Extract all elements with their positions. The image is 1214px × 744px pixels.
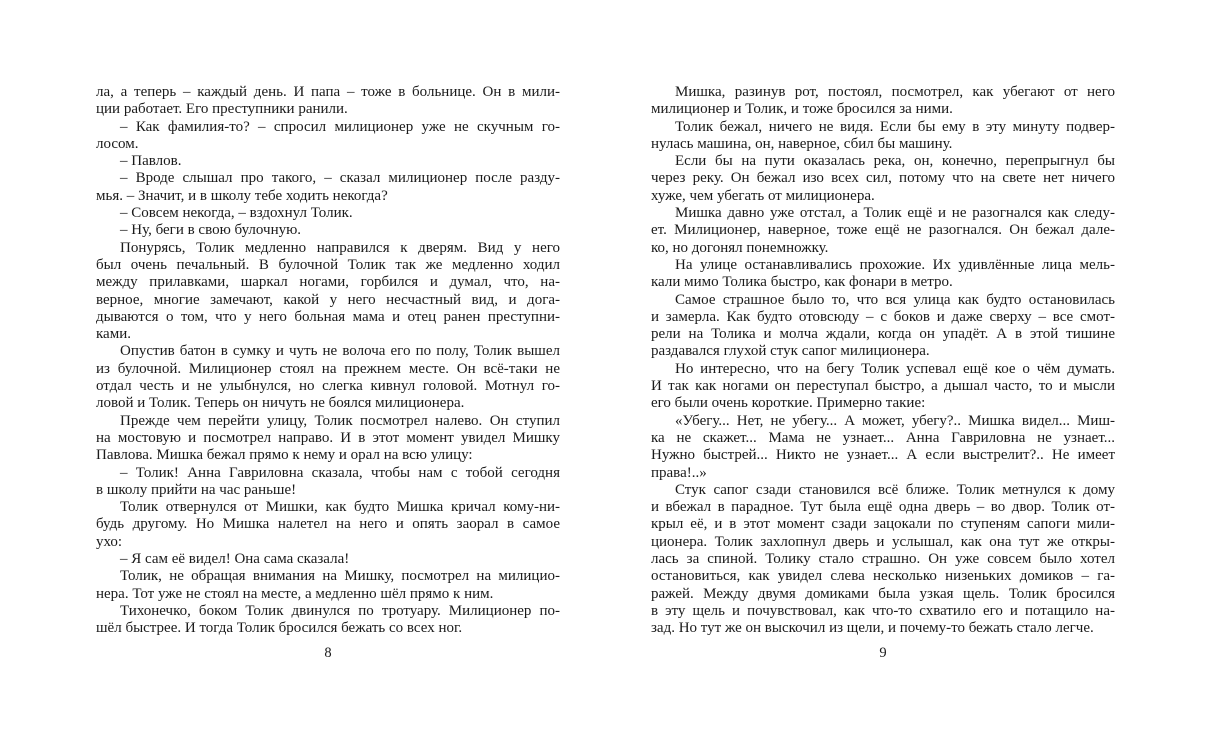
page-number-left: 8	[324, 645, 332, 661]
text-line: Понурясь, Толик медленно направился к дверям. Вид у него	[120, 239, 560, 256]
text-line: Стук сапог сзади становился всё ближе. Толик метнулся к дому	[675, 481, 1115, 498]
text-line: И так как ногами он переступал быстро, а дышал часто, то и мысли	[651, 378, 1115, 395]
text-line: верное, многие замечают, какой у него несчастный вид, и дога-	[96, 291, 560, 308]
text-line: его были очень короткие. Примерно такие:	[651, 395, 926, 412]
text-line: ражей. Между двумя домиками была узкая щель. Толик бросился	[651, 585, 1115, 602]
text-line: – Я сам её видел! Она сама сказала!	[120, 551, 350, 568]
paragraph	[96, 119, 560, 154]
text-line: лосом.	[96, 135, 139, 152]
text-line: Толик отвернулся от Мишки, как будто Мишка кричал кому-ни-	[120, 499, 560, 516]
text-line: отдал честь и не улыбнулся, но слегка кивнул головой. Мотнул го-	[96, 378, 560, 395]
text-line: на мостовую и посмотрел направо. И в этот момент увидел Мишку	[96, 429, 560, 446]
paragraph	[96, 84, 560, 119]
text-line: «Убегу... Нет, не убегу... А может, убегу?.. Мишка видел... Миш-	[675, 412, 1115, 429]
text-line: ла, а теперь – каждый день. И папа – тоже в больнице. Он в мили-	[96, 84, 560, 100]
text-line: ции работает. Его преступники ранили.	[96, 101, 348, 118]
paragraph	[96, 603, 560, 638]
text-line: остановиться, как увидел слева несколько низеньких домиков – га-	[651, 568, 1115, 585]
text-line: нера. Тот уже не стоял на месте, а медленно шёл прямо к ним.	[96, 585, 494, 602]
text-line: Если бы на пути оказалась река, он, конечно, перепрыгнул бы	[675, 153, 1115, 170]
paragraph	[651, 292, 1115, 361]
paragraph	[651, 205, 1115, 257]
text-line: – Вроде слышал про такого, – сказал милиционер после разду-	[120, 170, 560, 187]
text-line: ловой и Толик. Теперь он ничуть не боялся милиционера.	[96, 395, 465, 412]
text-line: нулась машина, он, наверное, сбил бы машину.	[651, 135, 953, 152]
text-line: Толик, не обращая внимания на Мишку, посмотрел на милицио-	[120, 568, 560, 585]
paragraph	[96, 343, 560, 412]
text-line: рели на Толика и молча ждали, когда он упадёт. А в этой тишине	[651, 326, 1115, 343]
page-number-right: 9	[879, 645, 887, 661]
paragraph	[96, 170, 560, 205]
text-line: дываются о том, что у него больная мама и отец ранен преступни-	[96, 308, 560, 325]
text-line: из булочной. Милиционер стоял на прежнем месте. Он всё-таки не	[96, 360, 560, 377]
paragraph	[96, 499, 560, 551]
paragraph	[96, 153, 560, 170]
paragraph	[96, 551, 560, 568]
text-line: и замерла. Как будто отовсюду – с боков и даже сверху – все смот-	[651, 308, 1115, 325]
paragraph	[651, 361, 1115, 413]
text-line: – Совсем некогда, – вздохнул Толик.	[120, 205, 353, 222]
text-line: ционера. Толик захлопнул дверь и услышал, как она тут же откры-	[651, 533, 1115, 550]
paragraph	[96, 568, 560, 603]
text-line: права!..»	[651, 464, 707, 481]
text-line: – Толик! Анна Гавриловна сказала, чтобы нам с тобой сегодня	[120, 464, 560, 481]
text-line: Мишка, разинув рот, постоял, посмотрел, как убегают от него	[675, 84, 1115, 100]
text-line: будь другому. Но Мишка налетел на него и опять заорал в самое	[96, 516, 560, 533]
paragraph	[651, 153, 1115, 205]
text-line: лась за спиной. Толику стало страшно. Он уже совсем было хотел	[651, 551, 1115, 568]
paragraph	[651, 119, 1115, 154]
paragraph	[96, 205, 560, 222]
text-line: между прилавками, шаркал ногами, горбился и думал, что, на-	[96, 274, 560, 291]
text-line: ухо:	[96, 533, 123, 550]
text-line: Мишка давно уже отстал, а Толик ещё и не разогнался как следу-	[675, 205, 1115, 222]
text-line: крыл её, и в этот момент сзади зацокали по ступеням сапоги мили-	[651, 516, 1115, 533]
text-line: – Павлов.	[120, 153, 182, 170]
text-line: ками.	[96, 326, 131, 343]
text-line: Тихонечко, боком Толик двинулся по тротуару. Милиционер по-	[120, 602, 560, 619]
text-line: ко, но догонял понемножку.	[651, 239, 829, 256]
paragraph	[651, 84, 1115, 119]
text-line: Толик бежал, ничего не видя. Если бы ему в эту минуту подвер-	[675, 118, 1115, 135]
paragraph	[96, 240, 560, 344]
text-line: был очень печальный. В булочной Толик так же медленно ходил	[96, 256, 560, 273]
text-line: и вбежал в парадное. Тут была ещё одна дверь – во двор. Толик от-	[651, 499, 1115, 516]
paragraph	[651, 482, 1115, 638]
text-line: Павлова. Мишка бежал прямо к нему и орал на всю улицу:	[96, 447, 473, 464]
text-line: ет. Милиционер, наверное, тоже ещё не разогнался. Он бежал дале-	[651, 222, 1115, 239]
text-line: милиционер и Толик, и тоже бросился за ними.	[651, 101, 953, 118]
text-line: – Ну, беги в свою булочную.	[120, 222, 302, 239]
text-line: Но интересно, что на бегу Толик успевал ещё кое о чём думать.	[675, 360, 1115, 377]
text-line: зад. Но тут же он выскочил из щели, и почему-то бежать стало легче.	[651, 620, 1094, 637]
book-page-left-text	[96, 84, 560, 638]
text-line: Нужно быстрей... Никто не узнает... А если выстрелит?.. Не имеет	[651, 447, 1115, 464]
paragraph	[651, 413, 1115, 482]
text-line: Опустив батон в сумку и чуть не волоча его по полу, Толик вышел	[120, 343, 560, 360]
paragraph	[96, 465, 560, 500]
text-line: – Как фамилия-то? – спросил милиционер уже не скучным го-	[120, 118, 560, 135]
text-line: в эту щель и почувствовал, как что-то схватило его и потащило на-	[651, 602, 1115, 619]
text-line: хуже, чем убегать от милиционера.	[651, 187, 875, 204]
text-line: Самое страшное было то, что вся улица как будто остановилась	[675, 291, 1115, 308]
text-line: кали мимо Толика быстро, как фонари в метро.	[651, 274, 953, 291]
book-page-right-text	[651, 84, 1115, 638]
text-line: в школу прийти на час раньше!	[96, 481, 297, 498]
text-line: через реку. Он бежал изо всех сил, потому что на свете нет ничего	[651, 170, 1115, 187]
paragraph	[96, 413, 560, 465]
paragraph	[96, 222, 560, 239]
text-line: раздавался глухой стук сапог милиционера.	[651, 343, 930, 360]
text-line: мья. – Значит, и в школу тебе ходить некогда?	[96, 187, 388, 204]
text-line: ка не скажет... Мама не узнает... Анна Гавриловна не узнает...	[651, 429, 1115, 446]
text-line: На улице останавливались прохожие. Их удивлённые лица мель-	[675, 256, 1115, 273]
text-line: шёл быстрее. И тогда Толик бросился бежать со всех ног.	[96, 620, 463, 637]
paragraph	[651, 257, 1115, 292]
text-line: Прежде чем перейти улицу, Толик посмотрел налево. Он ступил	[120, 412, 560, 429]
